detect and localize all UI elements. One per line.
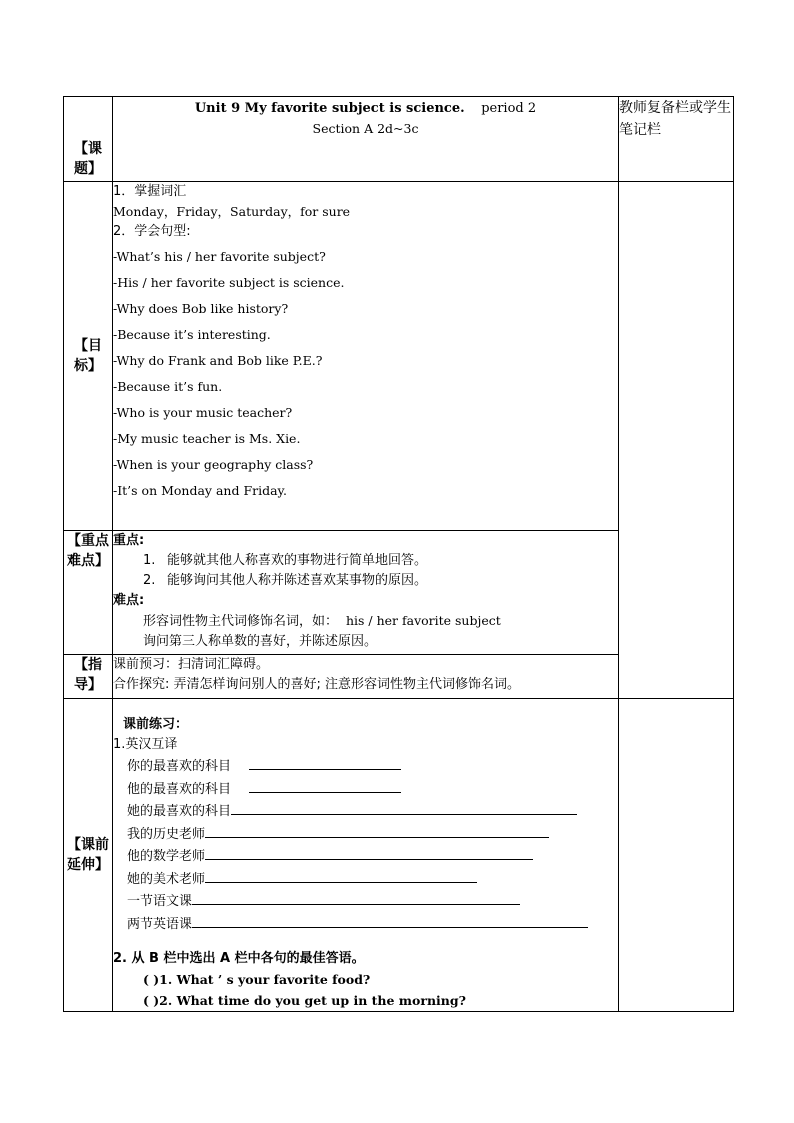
- guide-line-1: 课前预习：扫清词汇障碍。: [113, 657, 270, 672]
- goal-sentence: -Because it’s fun.: [113, 379, 223, 394]
- goal-vocab-title: 1．掌握词汇: [113, 184, 187, 199]
- lesson-subtitle: Section A 2d~3c: [312, 121, 419, 136]
- key-points-title: 重点:: [113, 533, 145, 548]
- guide-line-2: 合作探究: 弄清怎样询问别人的喜好; 注意形容词性物主代词修饰名词。: [113, 677, 521, 692]
- lesson-title: [113, 99, 618, 119]
- exercise-2-list: [113, 969, 618, 1011]
- sentence-list: [113, 244, 618, 504]
- translation-prompt: 一节语文课: [127, 894, 193, 909]
- translation-prompt: 他的最喜欢的科目: [127, 781, 232, 797]
- matching-question: ( )1. What ’ s your favorite food?: [143, 972, 371, 987]
- answer-blank[interactable]: [249, 778, 401, 793]
- goal-vocab-list: Monday，Friday，Saturday，for sure: [113, 204, 351, 219]
- preview-row: [64, 699, 734, 1012]
- goals-row: [64, 182, 734, 531]
- translation-prompt: 她的美术老师: [127, 871, 206, 887]
- translation-item: [113, 913, 618, 936]
- difficult-points-title: 难点:: [113, 593, 145, 608]
- difficult-point-1: [113, 611, 618, 632]
- translation-prompt: 他的数学老师: [127, 849, 206, 864]
- translation-prompt: 我的历史老师: [127, 826, 206, 842]
- key-point-item: [113, 551, 618, 571]
- notes-column-header: 教师复备栏或学生笔记栏: [619, 97, 734, 182]
- preview-notes: [619, 699, 734, 1012]
- lesson-title-main: Unit 9 My favorite subject is science.: [194, 101, 465, 116]
- key-point-number: 1.: [143, 553, 156, 568]
- answer-blank[interactable]: [192, 913, 588, 928]
- notes-column-body: [619, 182, 734, 699]
- goals-label: 【目标】: [64, 182, 113, 531]
- guide-label: 【指导】: [64, 655, 113, 699]
- translation-item: [113, 755, 618, 778]
- preview-heading: 课前练习：: [123, 717, 189, 732]
- answer-blank[interactable]: [205, 868, 477, 883]
- goal-sentence: -What’s his / her favorite subject?: [113, 249, 326, 264]
- key-point-text: 能够询问其他人称并陈述喜欢某事物的原因。: [167, 573, 428, 588]
- translation-prompt: 她的最喜欢的科目: [127, 804, 232, 819]
- answer-blank[interactable]: [205, 845, 533, 860]
- exercise-2-title: 2. 从 B 栏中选出 A 栏中各句的最佳答语。: [113, 951, 365, 966]
- key-point-number: 2.: [143, 573, 156, 588]
- goal-sentence: -It’s on Monday and Friday.: [113, 483, 287, 498]
- difficult-point-1-en: his / her favorite subject: [345, 613, 501, 628]
- goal-sentence-title: 2．学会句型:: [113, 224, 191, 239]
- lesson-plan-table: [63, 96, 734, 1012]
- answer-blank[interactable]: [249, 755, 401, 770]
- key-points-cell: [113, 531, 619, 655]
- exercise-1-title: 1.英汉互译: [113, 737, 178, 752]
- translation-item: [113, 823, 618, 846]
- title-row: [64, 97, 734, 182]
- key-points-list: [113, 551, 618, 591]
- goal-sentence: -Who is your music teacher?: [113, 405, 293, 420]
- key-point-item: [113, 571, 618, 591]
- answer-blank[interactable]: [231, 800, 577, 815]
- key-points-label: 【重点难点】: [64, 531, 113, 655]
- guide-cell: [113, 655, 619, 699]
- key-point-text: 能够就其他人称喜欢的事物进行简单地回答。: [167, 553, 428, 568]
- translation-item: [113, 868, 618, 891]
- translation-prompt: 两节英语课: [127, 916, 193, 932]
- answer-blank[interactable]: [192, 890, 520, 905]
- exercise-1-list: [113, 755, 618, 935]
- translation-item: [113, 800, 618, 823]
- title-cell: [113, 97, 619, 182]
- translation-prompt: 你的最喜欢的科目: [127, 759, 232, 774]
- translation-item: [113, 845, 618, 868]
- lesson-period: period 2: [481, 101, 537, 116]
- matching-question: ( )2. What time do you get up in the morning?: [143, 993, 466, 1008]
- preview-label: 【课前延伸】: [64, 699, 113, 1012]
- translation-item: [113, 890, 618, 913]
- preview-cell: [113, 699, 619, 1012]
- goal-sentence: -Why does Bob like history?: [113, 301, 289, 316]
- goal-sentence: -When is your geography class?: [113, 457, 314, 472]
- answer-blank[interactable]: [205, 823, 549, 838]
- goal-sentence: -His / her favorite subject is science.: [113, 275, 345, 290]
- translation-item: [113, 778, 618, 801]
- goal-sentence: -My music teacher is Ms. Xie.: [113, 431, 301, 446]
- topic-label: 【课题】: [64, 97, 113, 182]
- goal-sentence: -Why do Frank and Bob like P.E.?: [113, 353, 323, 368]
- goals-cell: [113, 182, 619, 531]
- difficult-point-2: 询问第三人称单数的喜好，并陈述原因。: [143, 634, 378, 649]
- goal-sentence: -Because it’s interesting.: [113, 327, 271, 342]
- difficult-point-1-cn: 形容词性物主代词修饰名词，如：: [143, 614, 339, 629]
